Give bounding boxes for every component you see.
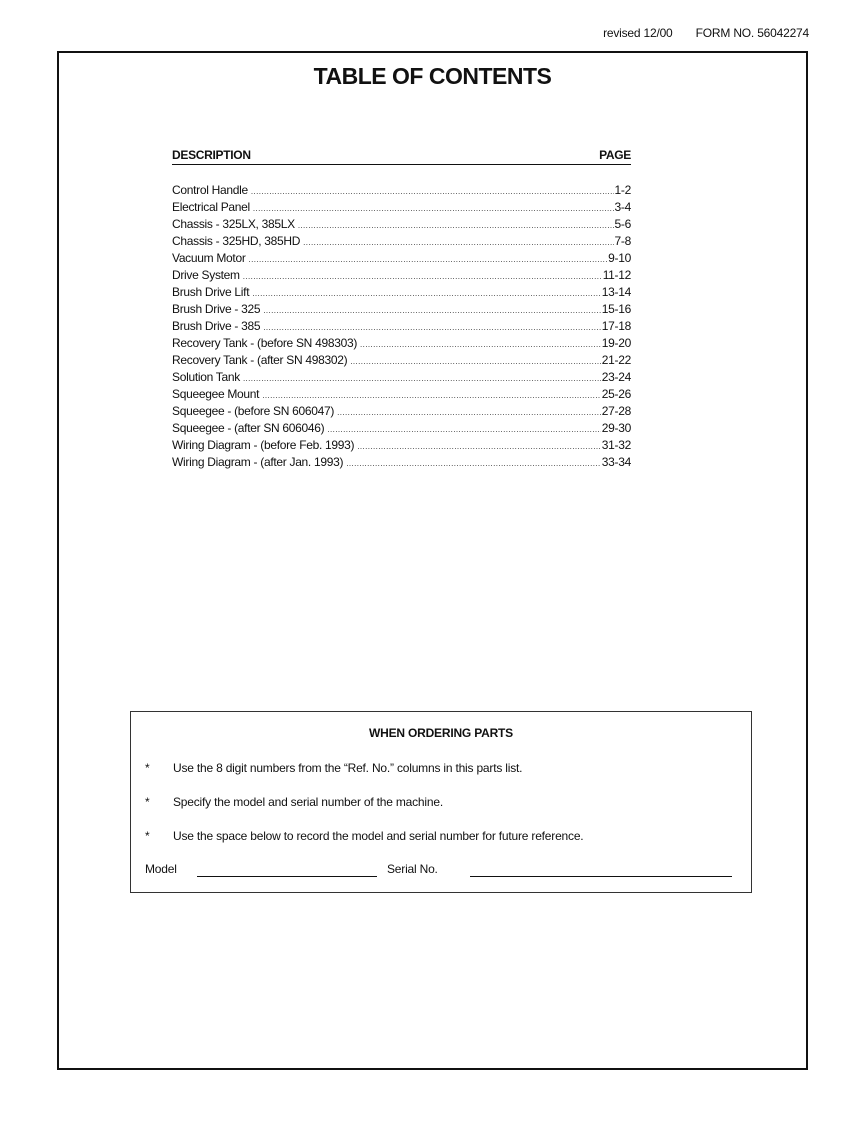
toc-entry-description: Chassis - 325LX, 385LX <box>172 217 295 231</box>
toc-entry-page: 17-18 <box>601 319 631 333</box>
toc-leader-dots <box>337 404 601 421</box>
toc-leader-dots <box>346 455 601 472</box>
ordering-instruction <box>145 795 443 809</box>
bullet-asterisk: * <box>145 829 150 843</box>
toc-entry <box>172 454 631 471</box>
toc-entry <box>172 301 631 318</box>
serial-number-label: Serial No. <box>387 862 438 876</box>
toc-entry-description: Wiring Diagram - (after Jan. 1993) <box>172 455 344 469</box>
toc-entry-description: Wiring Diagram - (before Feb. 1993) <box>172 438 355 452</box>
toc-entry-description: Control Handle <box>172 183 248 197</box>
toc-entry <box>172 182 631 199</box>
toc-entry-page: 9-10 <box>608 251 631 265</box>
ordering-instruction <box>145 761 522 775</box>
ordering-instruction-text: Use the 8 digit numbers from the “Ref. No.” columns in this parts list. <box>173 761 523 775</box>
toc-leader-dots <box>350 353 600 370</box>
toc-leader-dots <box>263 302 601 319</box>
toc-leader-dots <box>263 319 601 336</box>
toc-entry-page: 13-14 <box>601 285 631 299</box>
toc-entry <box>172 420 631 437</box>
toc-entry <box>172 335 631 352</box>
toc-entry-description: Drive System <box>172 268 240 282</box>
toc-leader-dots <box>357 438 601 455</box>
toc-entry <box>172 233 631 250</box>
toc-entry <box>172 250 631 267</box>
toc-leader-dots <box>360 336 601 353</box>
toc-entry-description: Solution Tank <box>172 370 240 384</box>
toc-entry-description: Brush Drive - 385 <box>172 319 261 333</box>
ordering-parts-title: WHEN ORDERING PARTS <box>369 726 513 740</box>
page-header-meta <box>603 26 809 40</box>
toc-leader-dots <box>252 285 601 302</box>
toc-entry <box>172 318 631 335</box>
toc-page-header: PAGE <box>599 148 631 162</box>
toc-entry-description: Recovery Tank - (after SN 498302) <box>172 353 348 367</box>
toc-header <box>172 148 631 165</box>
page-frame <box>57 51 808 1070</box>
toc-leader-dots <box>303 234 613 251</box>
toc-entry-description: Vacuum Motor <box>172 251 246 265</box>
toc-entry-page: 33-34 <box>601 455 631 469</box>
toc-entry-page: 27-28 <box>601 404 631 418</box>
toc-description-header: DESCRIPTION <box>172 148 251 162</box>
toc-entry-description: Brush Drive - 325 <box>172 302 261 316</box>
toc-entry-page: 21-22 <box>601 353 631 367</box>
toc-entry-page: 5-6 <box>614 217 631 231</box>
form-number: FORM NO. 56042274 <box>695 26 809 40</box>
toc-leader-dots <box>262 387 601 404</box>
toc-entry-page: 7-8 <box>614 234 631 248</box>
toc-entry-page: 11-12 <box>602 268 631 282</box>
toc-entry-description: Electrical Panel <box>172 200 250 214</box>
ordering-instruction-text: Specify the model and serial number of the machine. <box>173 795 443 809</box>
toc-entry <box>172 199 631 216</box>
toc-entry <box>172 386 631 403</box>
toc-entry-description: Recovery Tank - (before SN 498303) <box>172 336 358 350</box>
model-label: Model <box>145 862 177 876</box>
toc-entry <box>172 437 631 454</box>
toc-entry-page: 19-20 <box>601 336 631 350</box>
toc-leader-dots <box>249 251 608 268</box>
serial-number-blank-line <box>470 876 732 877</box>
toc-entry <box>172 403 631 420</box>
toc-leader-dots <box>243 370 601 387</box>
toc-entry-page: 3-4 <box>614 200 631 214</box>
toc-entry-page: 1-2 <box>614 183 631 197</box>
toc-entry <box>172 216 631 233</box>
ordering-instruction <box>145 829 583 843</box>
toc-entry-description: Brush Drive Lift <box>172 285 250 299</box>
model-blank-line <box>197 876 377 877</box>
ordering-instruction-text: Use the space below to record the model and serial number for future reference. <box>173 829 584 843</box>
toc-entry-page: 15-16 <box>601 302 631 316</box>
toc-entry <box>172 352 631 369</box>
toc-entry <box>172 267 631 284</box>
toc-entry-description: Squeegee - (after SN 606046) <box>172 421 325 435</box>
toc-entry-page: 23-24 <box>601 370 631 384</box>
toc-entry <box>172 369 631 386</box>
toc-leader-dots <box>298 217 614 234</box>
toc-leader-dots <box>251 183 614 200</box>
toc-leader-dots <box>243 268 602 285</box>
bullet-asterisk: * <box>145 795 150 809</box>
toc-entry-description: Squeegee - (before SN 606047) <box>172 404 335 418</box>
model-serial-record <box>145 862 733 880</box>
toc-leader-dots <box>327 421 600 438</box>
toc-entry-page: 31-32 <box>601 438 631 452</box>
bullet-asterisk: * <box>145 761 150 775</box>
table-of-contents <box>172 148 631 471</box>
toc-entry-page: 25-26 <box>601 387 631 401</box>
toc-entry-description: Chassis - 325HD, 385HD <box>172 234 301 248</box>
toc-entry <box>172 284 631 301</box>
toc-leader-dots <box>253 200 614 217</box>
revision-date: revised 12/00 <box>603 26 673 40</box>
page-title: TABLE OF CONTENTS <box>313 63 552 89</box>
toc-entry-page: 29-30 <box>601 421 631 435</box>
toc-entry-description: Squeegee Mount <box>172 387 260 401</box>
ordering-parts-box <box>130 711 752 893</box>
